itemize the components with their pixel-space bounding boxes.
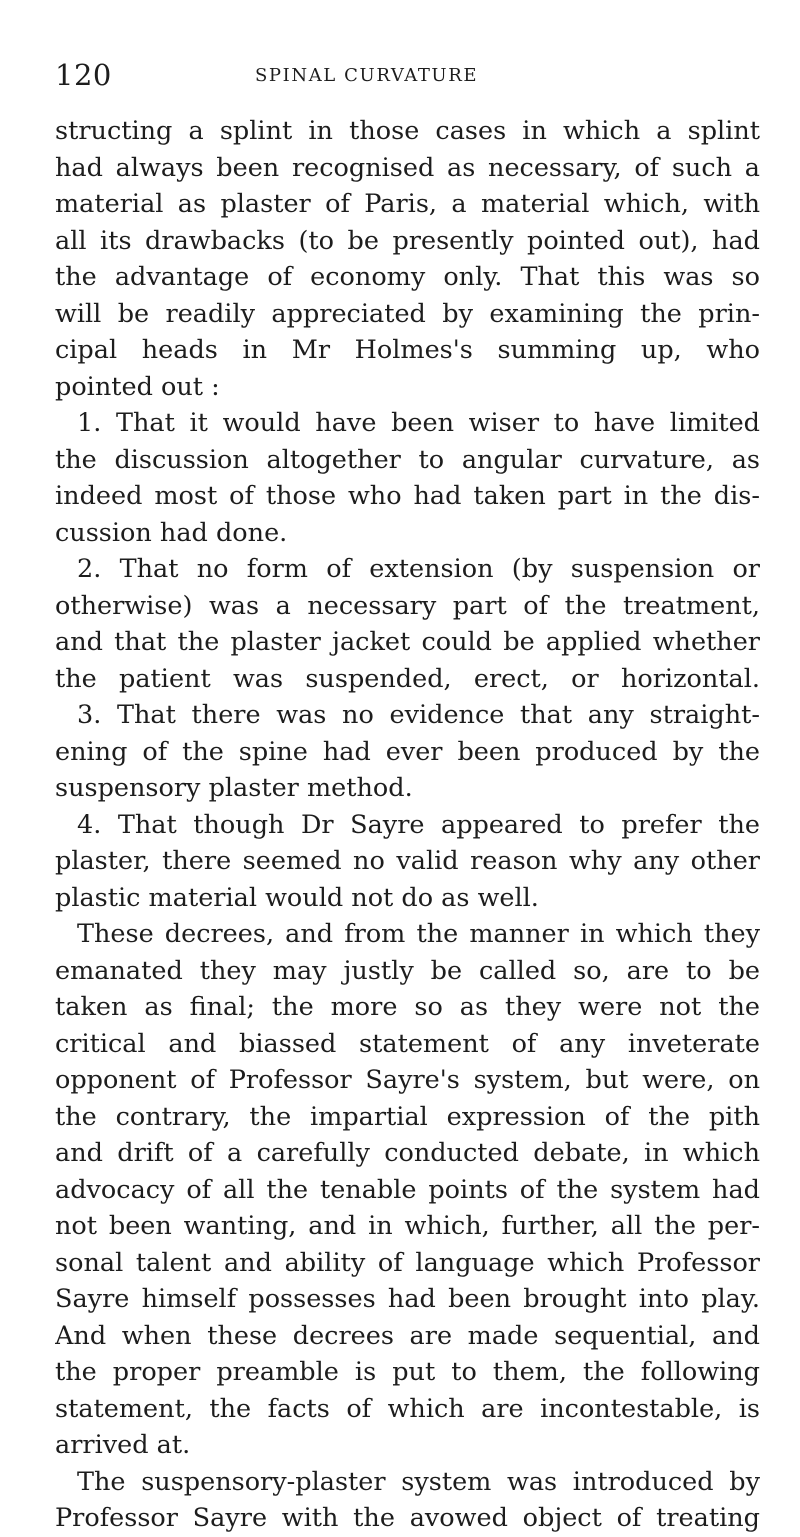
text-line: material as plaster of Paris, a material which, with bbox=[55, 189, 760, 219]
page-number: 120 bbox=[55, 58, 112, 92]
text-line: And when these decrees are made sequential, and bbox=[55, 1320, 760, 1351]
text-line: Sayre himself possesses had been brought into play. bbox=[55, 1284, 760, 1314]
text-line: had always been recognised as necessary, of such a bbox=[55, 152, 760, 183]
text-line: sonal talent and ability of language which Professor bbox=[55, 1247, 760, 1278]
text-line: cussion had done. bbox=[55, 517, 288, 548]
text-line: the patient was suspended, erect, or horizontal. bbox=[55, 663, 760, 694]
text-line: 2. That no form of extension (by suspension or bbox=[77, 554, 760, 584]
text-line: cipal heads in Mr Holmes's summing up, who bbox=[55, 335, 760, 365]
running-title: SPINAL CURVATURE bbox=[255, 65, 479, 86]
text-line: the proper preamble is put to them, the following bbox=[55, 1357, 760, 1387]
text-line: arrived at. bbox=[55, 1430, 191, 1460]
text-line: Professor Sayre with the avowed object of treating bbox=[55, 1503, 760, 1533]
text-line: statement, the facts of which are incontestable, is bbox=[55, 1393, 760, 1424]
text-line: advocacy of all the tenable points of the system had bbox=[55, 1174, 760, 1205]
text-line: taken as final; the more so as they were not the bbox=[55, 992, 760, 1022]
text-line: 4. That though Dr Sayre appeared to prefer the bbox=[77, 809, 760, 840]
text-line: critical and biassed statement of any inveterate bbox=[55, 1028, 760, 1059]
text-line: ening of the spine had ever been produced by the bbox=[55, 736, 760, 767]
text-line: the contrary, the impartial expression of the pith bbox=[55, 1101, 760, 1132]
text-line: and drift of a carefully conducted debate, in which bbox=[55, 1138, 760, 1168]
text-line: not been wanting, and in which, further, all the per- bbox=[55, 1211, 760, 1241]
text-line: suspensory plaster method. bbox=[55, 773, 413, 803]
text-line: the advantage of economy only. That this was so bbox=[55, 262, 760, 292]
page-header bbox=[55, 58, 755, 92]
body-text bbox=[55, 113, 760, 1537]
text-line: opponent of Professor Sayre's system, but were, on bbox=[55, 1065, 760, 1095]
text-line: The suspensory-plaster system was introduced by bbox=[77, 1466, 760, 1497]
text-line: plastic material would not do as well. bbox=[55, 882, 539, 913]
text-line: the discussion altogether to angular curvature, as bbox=[55, 444, 760, 475]
text-line: indeed most of those who had taken part in the dis- bbox=[55, 481, 760, 511]
text-line: all its drawbacks (to be presently pointed out), had bbox=[55, 225, 760, 256]
text-line: otherwise) was a necessary part of the treatment, bbox=[55, 590, 760, 621]
text-line: and that the plaster jacket could be applied whether bbox=[55, 627, 760, 657]
text-line: 1. That it would have been wiser to have limited bbox=[77, 408, 760, 438]
text-line: 3. That there was no evidence that any straight- bbox=[77, 700, 760, 730]
text-line: will be readily appreciated by examining the prin- bbox=[55, 298, 760, 329]
text-line: plaster, there seemed no valid reason why any other bbox=[55, 846, 760, 876]
text-line: These decrees, and from the manner in which they bbox=[77, 919, 760, 949]
text-line: emanated they may justly be called so, are to be bbox=[55, 955, 760, 986]
text-line: pointed out : bbox=[55, 371, 220, 402]
text-line: structing a splint in those cases in which a splint bbox=[55, 116, 760, 146]
